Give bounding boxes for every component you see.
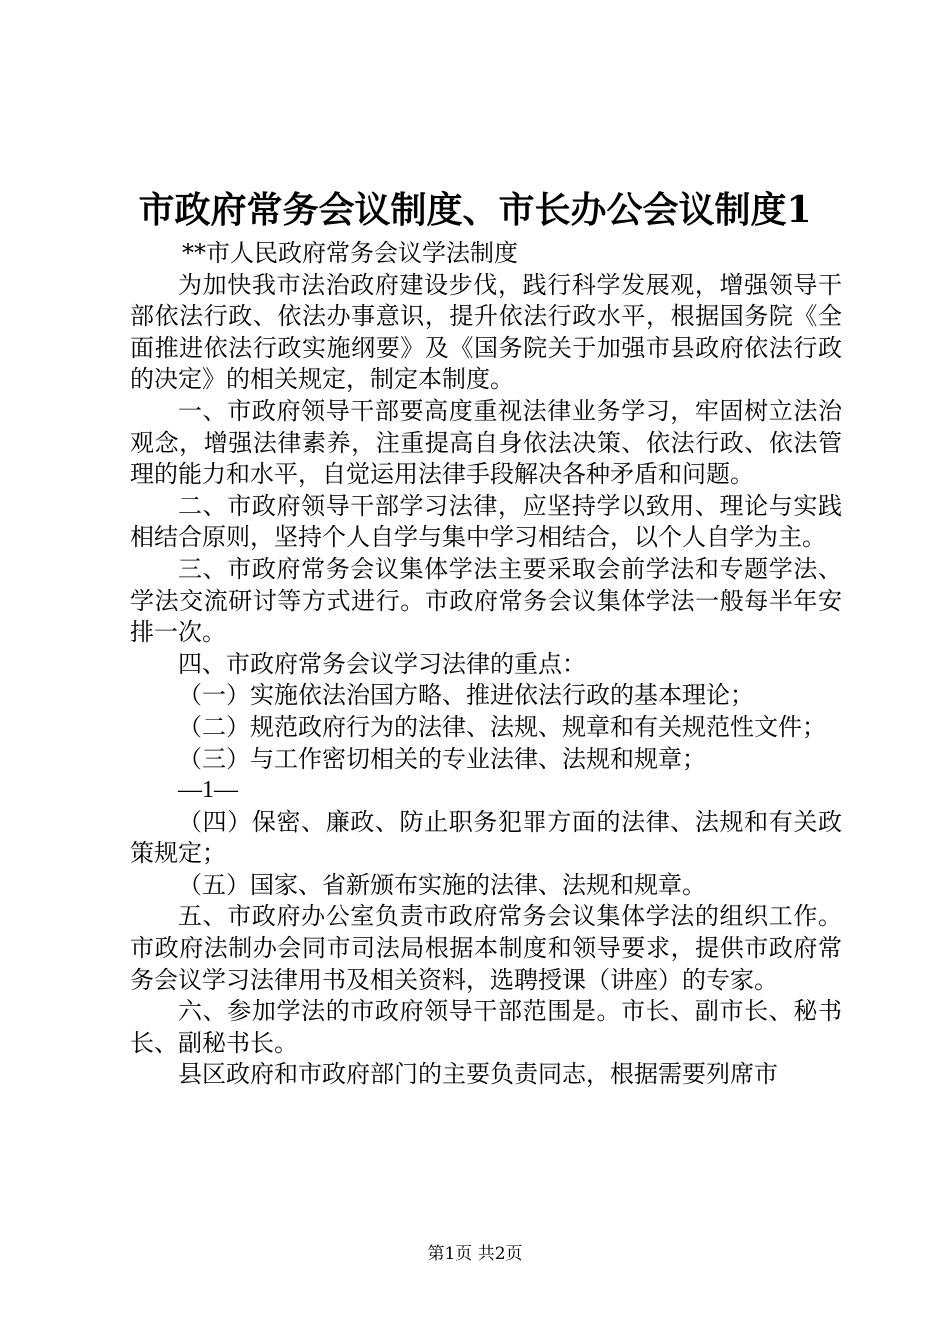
paragraph-sub-3: （三）与工作密切相关的专业法律、法规和规章； (178, 744, 706, 773)
paragraph-continued: 县区政府和市政府部门的主要负责同志，根据需要列席市 (178, 1060, 778, 1089)
paragraph-sub-4: （四）保密、廉政、防止职务犯罪方面的法律、法规和有关政策规定； (130, 807, 842, 868)
paragraph-sub-2: （二）规范政府行为的法律、法规、规章和有关规范性文件； (178, 712, 826, 741)
paragraph-item-3: 三、市政府常务会议集体学法主要采取会前学法和专题学法、学法交流研讨等方式进行。市政府常务会议集体学法一般每半年安排一次。 (130, 554, 842, 647)
paragraph-item-6: 六、参加学法的市政府领导干部范围是。市长、副市长、秘书长、副秘书长。 (130, 997, 842, 1057)
paragraph-intro: 为加快我市法治政府建设步伐，践行科学发展观，增强领导干部依法行政、依法办事意识，提升依法行政水平，根据国务院《全面推进依法行政实施纲要》及《国务院关于加强市县政府依法行政的决定》的相关规定，制定本制度。 (130, 270, 842, 394)
paragraph-sub-5: （五）国家、省新颁布实施的法律、法规和规章。 (178, 870, 706, 899)
document-subtitle: **市人民政府常务会议学法制度 (182, 239, 518, 267)
page-footer: 第1页 共2页 (427, 1244, 523, 1264)
paragraph-item-4: 四、市政府常务会议学习法律的重点： (178, 649, 586, 678)
document-title: 市政府常务会议制度、市长办公会议制度1 (138, 189, 812, 231)
paragraph-item-1: 一、市政府领导干部要高度重视法律业务学习，牢固树立法治观念，增强法律素养，注重提高自身依法决策、依法行政、依法管理的能力和水平，自觉运用法律手段解决各种矛盾和问题。 (130, 396, 842, 489)
document-body (130, 238, 842, 1091)
paragraph-item-5: 五、市政府办公室负责市政府常务会议集体学法的组织工作。市政府法制办会同市司法局根据本制度和领导要求，提供市政府常务会议学习法律用书及相关资料，选聘授课（讲座）的专家。 (130, 902, 842, 994)
paragraph-sub-1: （一）实施依法治国方略、推进依法行政的基本理论； (178, 681, 754, 710)
inline-page-marker: —1— (178, 777, 238, 804)
paragraph-item-2: 二、市政府领导干部学习法律，应坚持学以致用、理论与实践相结合原则，坚持个人自学与集中学习相结合，以个人自学为主。 (130, 491, 842, 552)
